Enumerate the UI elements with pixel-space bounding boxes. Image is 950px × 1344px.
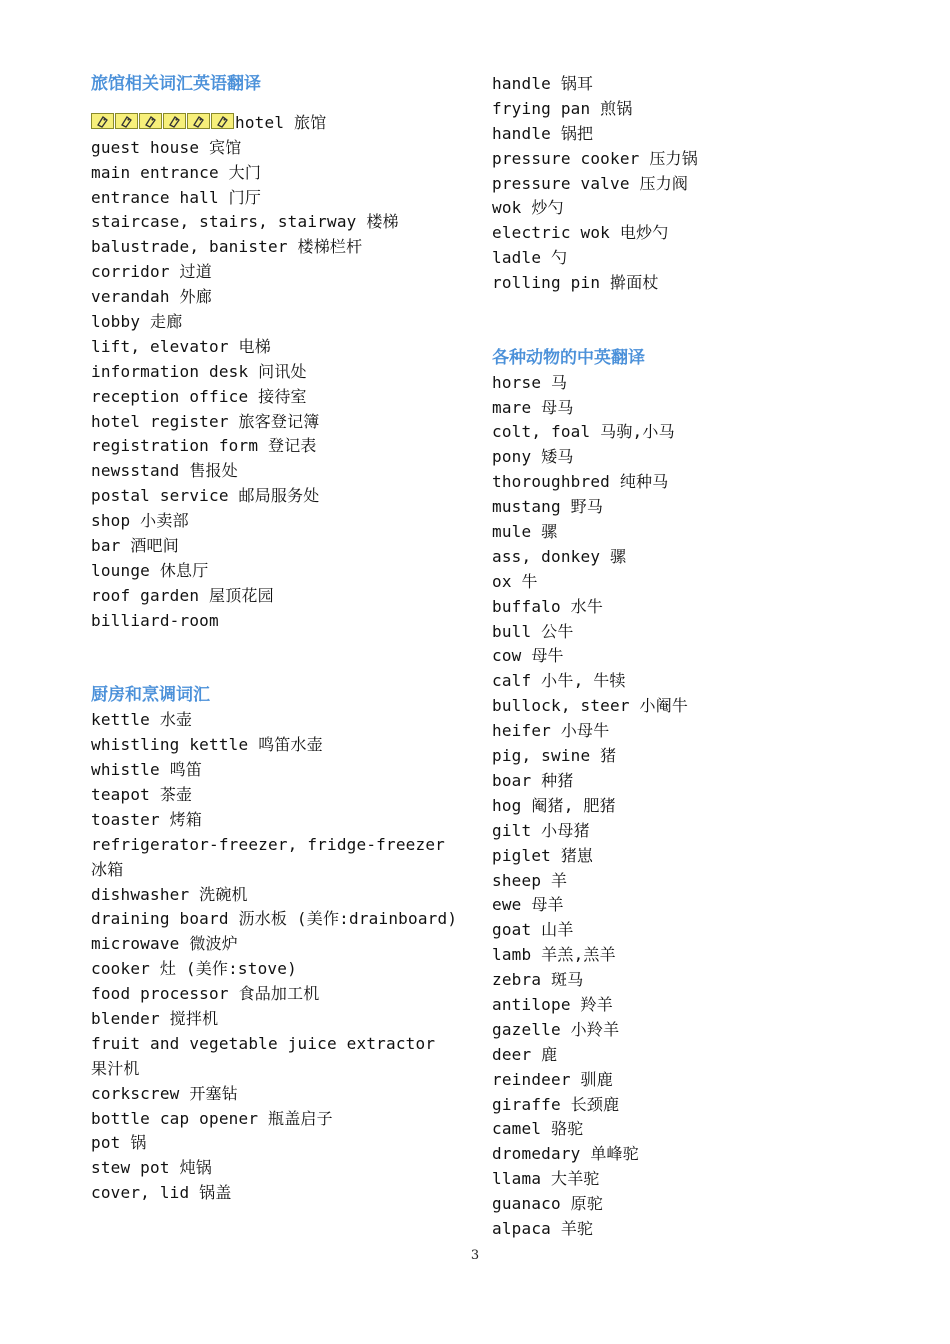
list-item: pony 矮马: [492, 447, 574, 467]
list-item: rolling pin 擀面杖: [492, 273, 659, 293]
list-item: postal service 邮局服务处: [91, 486, 320, 506]
list-item: pot 锅: [91, 1133, 147, 1153]
list-item: handle 锅耳: [492, 74, 594, 93]
list-item: hotel register 旅客登记簿: [91, 411, 320, 431]
list-item: bullock, steer 小阉牛: [492, 696, 689, 716]
list-item: pig, swine 猪: [492, 746, 617, 766]
list-item: newsstand 售报处: [91, 461, 238, 481]
kitchen-section-heading: 厨房和烹调词汇: [91, 685, 210, 706]
list-item: registration form 登记表: [91, 436, 317, 456]
list-item: horse 马: [492, 372, 568, 392]
list-item: heifer 小母牛: [492, 721, 610, 741]
list-item: thoroughbred 纯种马: [492, 472, 669, 492]
list-item: giraffe 长颈鹿: [492, 1094, 620, 1114]
list-item: staircase, stairs, stairway 楼梯: [91, 212, 399, 232]
list-item: deer 鹿: [492, 1044, 558, 1064]
list-item: goat 山羊: [492, 920, 574, 940]
kitchen-entry-list: [91, 708, 461, 1206]
list-item: draining board 沥水板 (美作:drainboard): [91, 909, 458, 929]
list-item: blender 搅拌机: [91, 1009, 219, 1028]
kitchen-continued-list: [492, 72, 872, 296]
list-item: roof garden 屋顶花园: [91, 585, 274, 605]
list-item: dishwasher 洗碗机: [91, 884, 248, 904]
list-item: corridor 过道: [91, 262, 212, 282]
tag-icon-group: [91, 113, 235, 129]
list-item: ass, donkey 骡: [492, 546, 627, 566]
list-item: corkscrew 开塞钻: [91, 1083, 238, 1103]
list-item: bar 酒吧间: [91, 536, 179, 556]
list-item: entrance hall 门厅: [91, 187, 262, 207]
list-item: reception office 接待室: [91, 386, 307, 406]
tag-icon: [163, 113, 186, 129]
animal-section-heading: 各种动物的中英翻译: [492, 347, 645, 368]
list-item: guest house 宾馆: [91, 137, 242, 157]
list-item: lamb 羊羔,羔羊: [492, 945, 616, 965]
list-item: frying pan 煎锅: [492, 98, 633, 118]
hotel-section-heading: 旅馆相关词汇英语翻译: [91, 74, 261, 94]
list-item: mustang 野马: [492, 497, 604, 517]
list-item: colt, foal 马驹,小马: [492, 422, 675, 442]
list-item: pressure valve 压力阀: [492, 173, 689, 193]
spacer: [91, 634, 461, 659]
list-item: gilt 小母猪: [492, 820, 590, 840]
list-item: zebra 斑马: [492, 970, 584, 990]
spacer: [91, 97, 461, 111]
list-item: whistling kettle 鸣笛水壶: [91, 735, 323, 755]
spacer: [492, 321, 872, 346]
list-item: kettle 水壶: [91, 710, 193, 730]
list-item: handle 锅把: [492, 123, 594, 143]
list-item: guanaco 原驼: [492, 1194, 604, 1214]
list-item: shop 小卖部: [91, 511, 189, 531]
list-item: pressure cooker 压力锅: [492, 148, 698, 168]
left-column: [91, 72, 461, 1206]
list-item: cooker 灶 (美作:stove): [91, 959, 297, 979]
list-item: piglet 猪崽: [492, 845, 594, 865]
list-item: refrigerator-freezer, fridge-freezer 冰箱: [91, 834, 445, 879]
tag-icon: [211, 113, 234, 129]
list-item: electric wok 电炒勺: [492, 223, 669, 243]
list-item: buffalo 水牛: [492, 596, 604, 616]
list-item: lobby 走廊: [91, 312, 183, 332]
hotel-first-entry-row: [91, 111, 461, 136]
spacer: [91, 658, 461, 683]
list-item: sheep 羊: [492, 870, 568, 890]
page-number: 3: [470, 1248, 480, 1263]
list-item: teapot 茶壶: [91, 784, 193, 804]
list-item: bottle cap opener 瓶盖启子: [91, 1108, 333, 1128]
list-item: whistle 鸣笛: [91, 760, 203, 780]
list-item: bull 公牛: [492, 621, 574, 641]
list-item: stew pot 炖锅: [91, 1158, 212, 1178]
right-column: [492, 72, 872, 1242]
list-item: camel 骆驼: [492, 1119, 584, 1139]
list-item: boar 种猪: [492, 770, 574, 790]
hotel-entry-list: [91, 136, 461, 634]
tag-icon: [115, 113, 138, 129]
list-item: toaster 烤箱: [91, 809, 203, 829]
list-item: mule 骡: [492, 522, 558, 542]
list-item: cover, lid 锅盖: [91, 1183, 232, 1203]
list-item: lift, elevator 电梯: [91, 336, 271, 356]
list-item: lounge 休息厅: [91, 560, 209, 580]
list-item: ox 牛: [492, 571, 538, 591]
list-item: fruit and vegetable juice extractor 果汁机: [91, 1033, 436, 1078]
tag-icon: [139, 113, 162, 129]
tag-icon: [91, 113, 114, 129]
list-item: antilope 羚羊: [492, 994, 613, 1014]
list-item: main entrance 大门: [91, 162, 262, 182]
list-item: verandah 外廊: [91, 287, 212, 307]
animal-entry-list: [492, 371, 872, 1242]
list-item: alpaca 羊驼: [492, 1218, 594, 1238]
list-item: information desk 问讯处: [91, 361, 307, 381]
list-item: microwave 微波炉: [91, 934, 238, 954]
list-item: dromedary 单峰驼: [492, 1144, 639, 1164]
list-item: cow 母牛: [492, 646, 564, 666]
list-item: hog 阉猪, 肥猪: [492, 795, 616, 815]
list-item: llama 大羊驼: [492, 1169, 600, 1189]
tag-icon: [187, 113, 210, 129]
list-item: calf 小牛, 牛犊: [492, 671, 626, 691]
list-item: food processor 食品加工机: [91, 984, 320, 1004]
list-item: ewe 母羊: [492, 895, 564, 915]
list-item: gazelle 小羚羊: [492, 1019, 620, 1039]
list-item: ladle 勺: [492, 248, 568, 268]
hotel-first-entry: hotel 旅馆: [235, 112, 327, 132]
list-item: wok 炒勺: [492, 198, 564, 218]
list-item: reindeer 驯鹿: [492, 1069, 613, 1089]
spacer: [492, 296, 872, 321]
list-item: mare 母马: [492, 397, 574, 417]
list-item: balustrade, banister 楼梯栏杆: [91, 237, 363, 257]
list-item: billiard-room: [91, 610, 219, 630]
